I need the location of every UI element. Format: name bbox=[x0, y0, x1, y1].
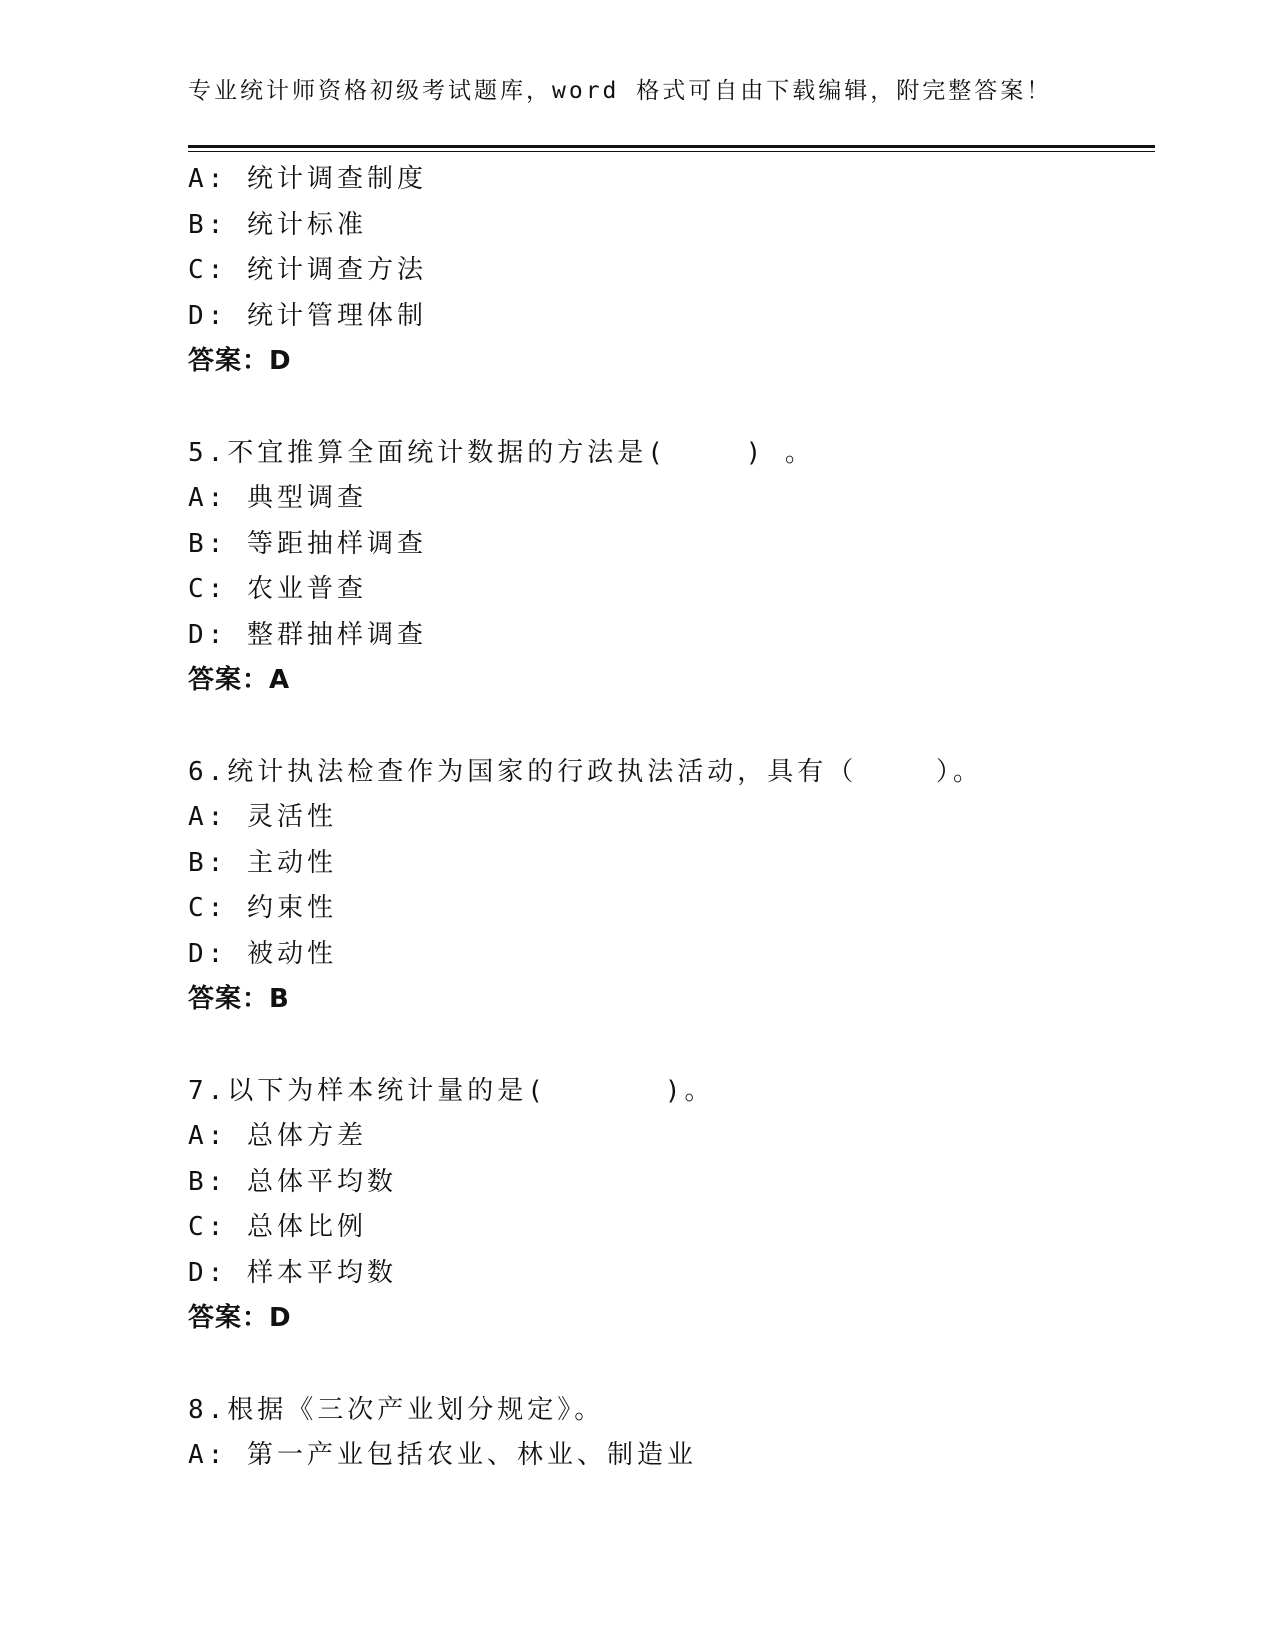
option-d: D: 整群抽样调查 bbox=[188, 619, 427, 650]
question-block bbox=[188, 1388, 1168, 1479]
question-stem: 5.不宜推算全面统计数据的方法是( ) 。 bbox=[188, 437, 815, 468]
option-c: C: 总体比例 bbox=[188, 1212, 367, 1242]
answer-line: 答案：D bbox=[188, 1303, 292, 1333]
question-stem: 8.根据《三次产业划分规定》。 bbox=[188, 1394, 605, 1425]
question-block bbox=[188, 1069, 1168, 1342]
question-stem: 6.统计执法检查作为国家的行政执法活动，具有（ ）。 bbox=[188, 756, 983, 787]
question-block bbox=[188, 157, 1168, 385]
option-d: D: 样本平均数 bbox=[188, 1257, 397, 1288]
question-list bbox=[188, 157, 1168, 1479]
question-stem: 7.以下为样本统计量的是( )。 bbox=[188, 1075, 715, 1106]
answer-line: 答案：D bbox=[188, 346, 292, 376]
page-header: 专业统计师资格初级考试题库，word 格式可自由下载编辑，附完整答案！ bbox=[188, 78, 1053, 104]
option-a: A: 第一产业包括农业、林业、制造业 bbox=[188, 1440, 697, 1470]
option-d: D: 被动性 bbox=[188, 938, 337, 969]
option-a: A: 总体方差 bbox=[188, 1121, 367, 1151]
option-c: C: 统计调查方法 bbox=[188, 255, 427, 285]
question-block bbox=[188, 750, 1168, 1023]
option-b: B: 主动性 bbox=[188, 847, 337, 878]
option-b: B: 等距抽样调查 bbox=[188, 528, 427, 559]
option-c: C: 农业普查 bbox=[188, 574, 367, 604]
option-b: B: 统计标准 bbox=[188, 209, 367, 240]
option-c: C: 约束性 bbox=[188, 893, 337, 923]
header-rule-thick bbox=[188, 145, 1155, 148]
question-block bbox=[188, 431, 1168, 704]
option-d: D: 统计管理体制 bbox=[188, 300, 427, 331]
option-a: A: 灵活性 bbox=[188, 802, 337, 832]
option-a: A: 统计调查制度 bbox=[188, 164, 427, 194]
answer-line: 答案：B bbox=[188, 984, 290, 1014]
header-rule-thin bbox=[188, 151, 1155, 152]
option-a: A: 典型调查 bbox=[188, 483, 367, 513]
option-b: B: 总体平均数 bbox=[188, 1166, 397, 1197]
answer-line: 答案：A bbox=[188, 665, 291, 695]
